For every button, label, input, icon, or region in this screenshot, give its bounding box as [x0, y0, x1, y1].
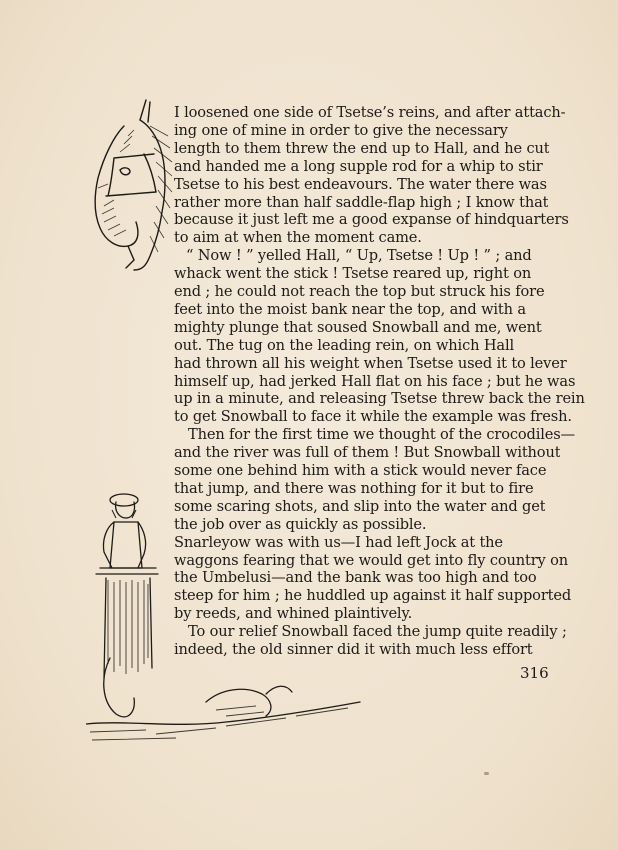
text-line: “ Now ! ” yelled Hall, “ Up, Tsetse ! Up ! ” ; and [186, 247, 532, 265]
text-line: out. The tug on the leading rein, on which Hall [174, 336, 515, 354]
text-line: steep for him ; he huddled up against it half supported [174, 587, 572, 605]
text-line: and the river was full of them ! But Snowball without [174, 444, 561, 462]
text-line: Snarleyow was with us—I had left Jock at the [174, 533, 503, 551]
text-line: ing one of mine in order to give the necessary [174, 121, 508, 139]
text-line: indeed, the old sinner did it with much less effort [174, 641, 533, 658]
text-line: by reeds, and whined plaintively. [174, 605, 413, 623]
text-line: mighty plunge that soused Snowball and me, went [174, 318, 542, 336]
text-line: To our relief Snowball faced the jump quite readily ; [188, 623, 567, 641]
text-line: and handed me a long supple rod for a whip to stir [174, 157, 543, 175]
text-line: to aim at when the moment came. [174, 229, 422, 247]
text-line: I loosened one side of Tsetse’s reins, and after attach- [174, 104, 566, 121]
text-line: feet into the moist bank near the top, and with a [174, 300, 526, 318]
paper-speck [484, 772, 489, 775]
text-line: Then for the first time we thought of the crocodiles— [188, 426, 576, 444]
text-line: some scaring shots, and slip into the water and get [174, 497, 546, 515]
text-line: waggons fearing that we would get into fly country on [174, 551, 569, 569]
text-line: Tsetse to his best endeavours. The water there was [174, 175, 547, 193]
text-line: himself up, had jerked Hall flat on his face ; but he was [174, 372, 576, 390]
text-line: end ; he could not reach the top but struck his fore [174, 283, 545, 300]
text-line: that jump, and there was nothing for it but to fire [174, 479, 534, 497]
text-line: whack went the stick ! Tsetse reared up, right on [174, 265, 532, 283]
text-line: some one behind him with a stick would never face [174, 462, 547, 479]
text-line: length to them threw the end up to Hall, and he cut [174, 139, 550, 157]
text-line: to get Snowball to face it while the example was fresh. [174, 408, 572, 426]
page-number: 316 [520, 664, 549, 682]
text-line: the Umbelusi—and the bank was too high and too [174, 569, 537, 587]
text-line: rather more than half saddle-flap high ; I know that [174, 193, 549, 211]
horse-head-illustration [84, 96, 176, 272]
text-line: the job over as quickly as possible. [174, 515, 427, 533]
text-line: up in a minute, and releasing Tsetse threw back the rein [174, 390, 585, 408]
text-line: because it just left me a good expanse of hindquarters [174, 211, 569, 229]
text-line: had thrown all his weight when Tsetse used it to lever [174, 354, 567, 372]
